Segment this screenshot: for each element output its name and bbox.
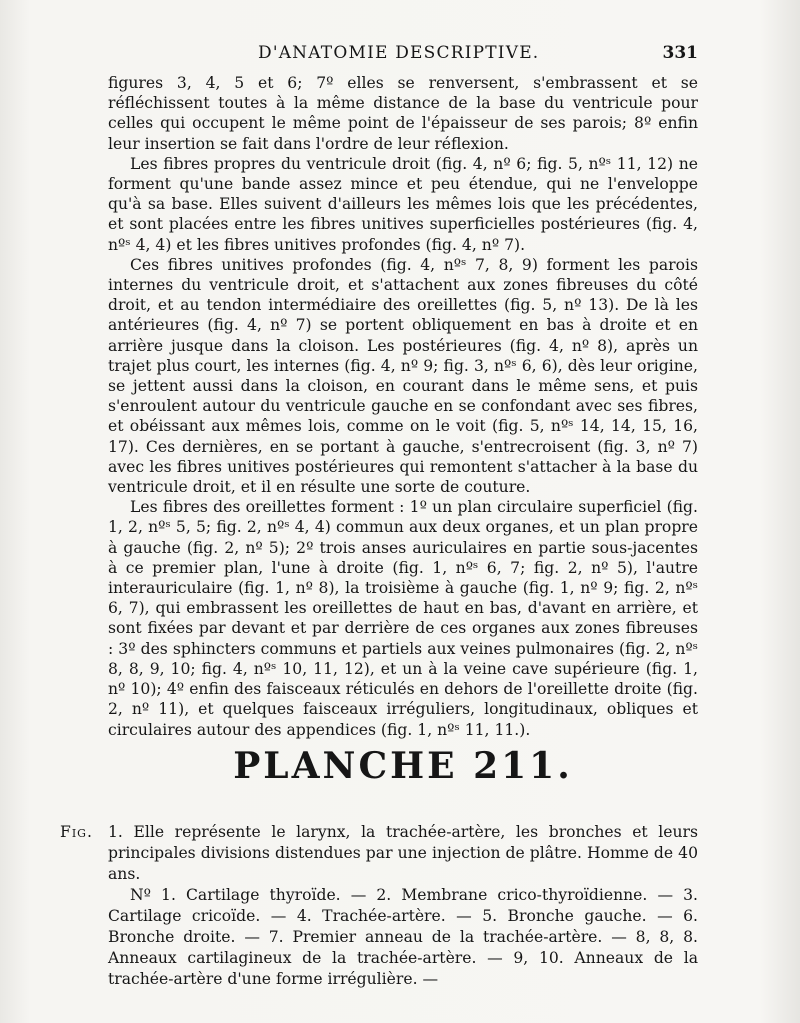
paragraph-continuation: figures 3, 4, 5 et 6; 7º elles se renversent, s'embrassent et se réfléchissent toutes à la même distance de la base du ventricule pour celles qui occupent le même point de l'épaisseur de ses parois; 8º enfin leur insertion se fait dans l'ordre de leur réflexion. <box>108 74 698 153</box>
legend-text <box>108 822 698 990</box>
paragraph-right-ventricle-fibres: Les fibres propres du ventricule droit (fig. 4, nº 6; fig. 5, nºˢ 11, 12) ne forment qu'une bande assez mince et peu étendue, qui ne l'enveloppe qu'à sa base. Elles suivent d'ailleurs les mêmes lois que les précédentes, et sont placées entre les fibres unitives superficielles postérieures (fig. 4, nºˢ 4, 4) et les fibres unitives profondes (fig. 4, nº 7). <box>108 154 698 254</box>
running-title: D'ANATOMIE DESCRIPTIVE. <box>258 43 540 63</box>
paragraph-deep-unitive-fibres: Ces fibres unitives profondes (fig. 4, nºˢ 7, 8, 9) forment les parois internes du ventricule droit, et s'attachent aux zones fibreuses du côté droit, et au tendon intermédiaire des oreillettes (fig. 5, nº 13). De là les antérieures (fig. 4, nº 7) se portent obliquement en bas à droite et en arrière jusque dans la cloison. Les postérieures (fig. 4, nº 8), après un trajet plus court, les internes (fig. 4, nº 9; fig. 3, nºˢ 6, 6), dès leur origine, se jettent aussi dans la cloison, en courant dans le même sens, et puis s'enroulent autour du ventricule gauche en se confondant avec ses fibres, et obéissant aux mêmes lois, comme on le voit (fig. 5, nºˢ 14, 14, 15, 16, 17). Ces dernières, en se portant à gauche, s'entrecroisent (fig. 3, nº 7) avec les fibres unitives postérieures qui remontent s'attacher à la base du ventricule droit, et il en résulte une sorte de couture. <box>108 255 698 497</box>
body-text <box>108 73 698 740</box>
plate-title: PLANCHE 211. <box>233 745 573 787</box>
page-number: 331 <box>662 43 698 63</box>
legend-figure-1: 1. Elle représente le larynx, la trachée-artère, les bronches et leurs principales divisions distendues par une injection de plâtre. Homme de 40 ans. <box>108 823 698 883</box>
figure-legend <box>60 822 698 990</box>
fig-label: Fig. <box>60 823 93 841</box>
page-header <box>108 43 698 67</box>
legend-items: Nº 1. Cartilage thyroïde. — 2. Membrane crico-thyroïdienne. — 3. Cartilage cricoïde. — 4. Trachée-artère. — 5. Bronche gauche. — 6. Bronche droite. — 7. Premier anneau de la trachée-artère. — 8, 8, 8. Anneaux cartilagineux de la trachée-artère. — 9, 10. Anneaux de la trachée-artère d'une forme irrégulière. — <box>108 886 698 988</box>
paragraph-atrial-fibres: Les fibres des oreillettes forment : 1º un plan circulaire superficiel (fig. 1, 2, nºˢ 5, 5; fig. 2, nºˢ 4, 4) commun aux deux organes, et un plan propre à gauche (fig. 2, nº 5); 2º trois anses auriculaires en partie sous-jacentes à ce premier plan, l'une à droite (fig. 1, nºˢ 6, 7; fig. 2, nº 5), l'autre interauriculaire (fig. 1, nº 8), la troisième à gauche (fig. 1, nº 9; fig. 2, nºˢ 6, 7), qui embrassent les oreillettes de haut en bas, d'avant en arrière, et sont fixées par devant et par derrière de ces organes aux zones fibreuses : 3º des sphincters communs et partiels aux veines pulmonaires (fig. 2, nºˢ 8, 8, 9, 10; fig. 4, nºˢ 10, 11, 12), et un à la veine cave supérieure (fig. 1, nº 10); 4º enfin des faisceaux réticulés en dehors de l'oreillette droite (fig. 2, nº 11), et quelques faisceaux irréguliers, longitudinaux, obliques et circulaires autour des appendices (fig. 1, nºˢ 11, 11.). <box>108 498 698 739</box>
